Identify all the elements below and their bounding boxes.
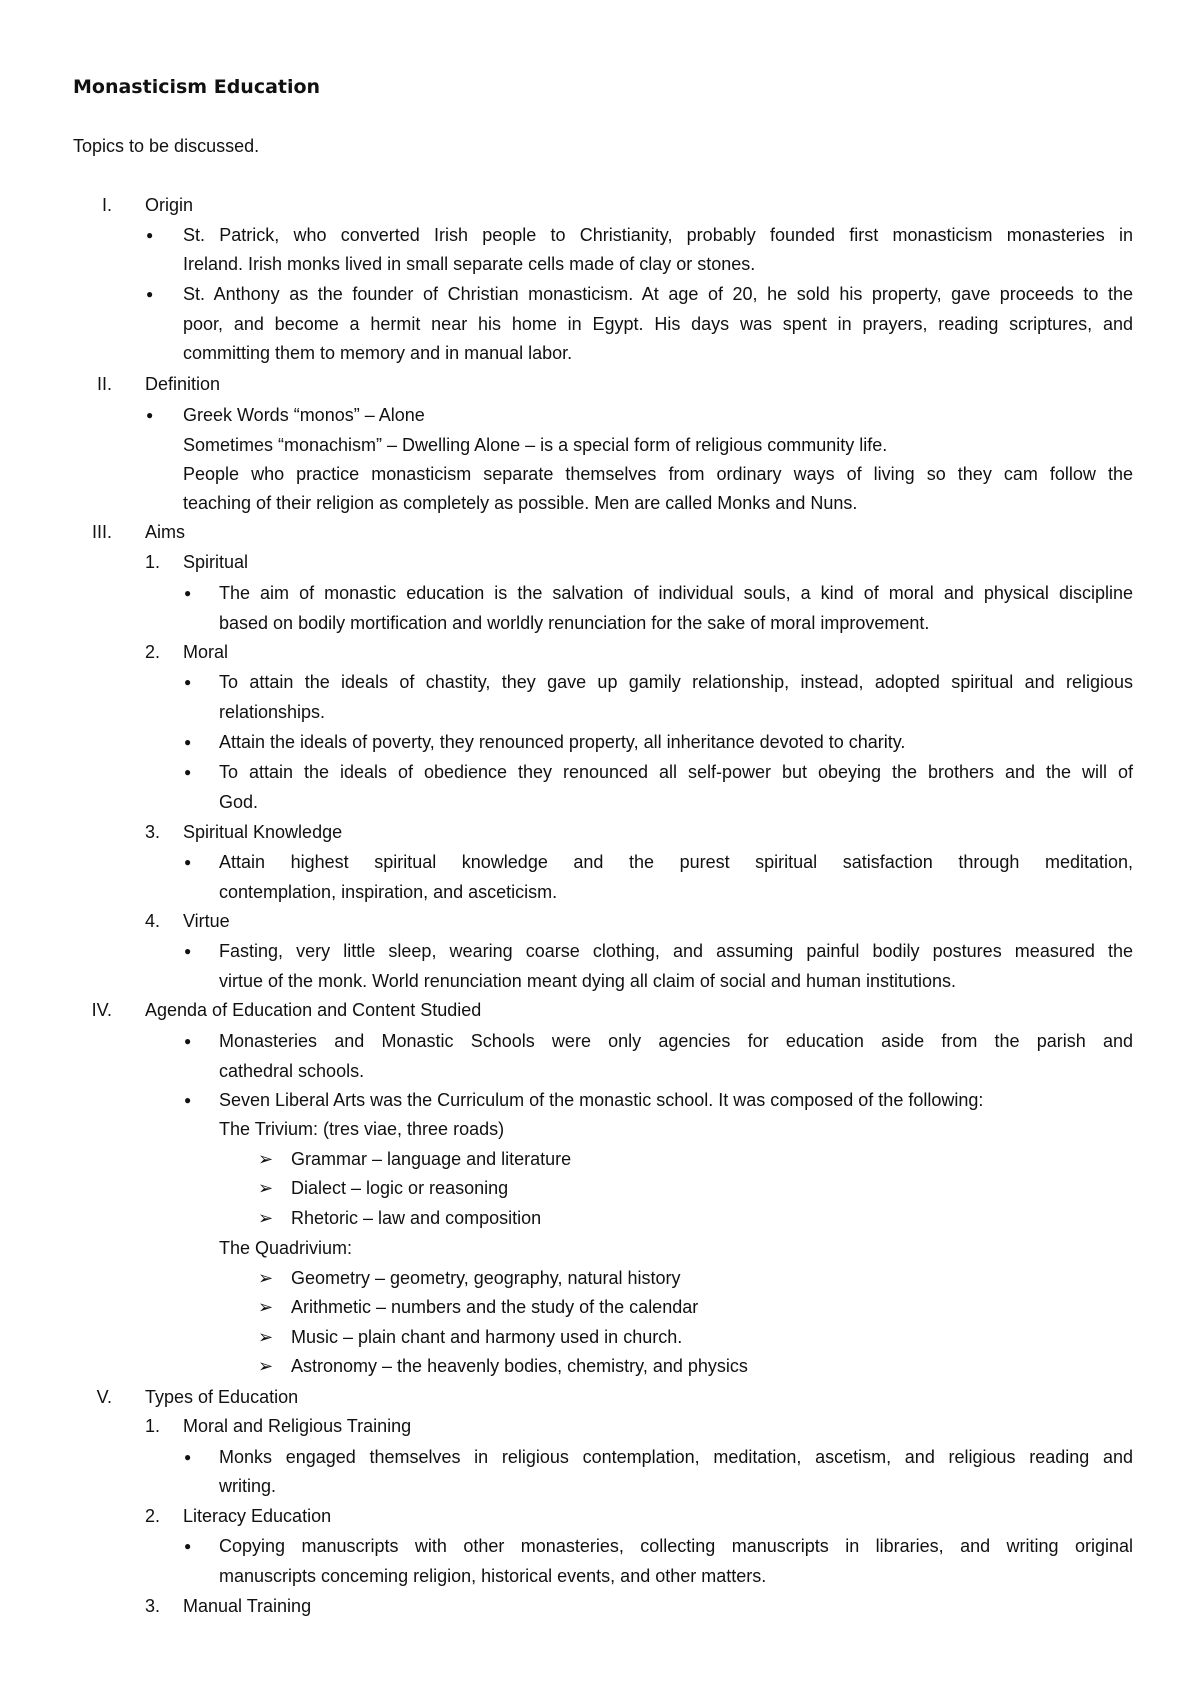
bullet-icon: ●	[146, 287, 154, 301]
bullet-icon: ●	[146, 228, 154, 242]
list-number: 4.	[145, 911, 161, 931]
bullet-text-line: manuscripts conceming religion, historical events, and other matters.	[219, 1566, 767, 1586]
bullet-text-line: contemplation, inspiration, and asceticism.	[219, 882, 558, 902]
arrowhead-bullet-icon: ➢	[258, 1268, 274, 1288]
list-number: 3.	[145, 1596, 161, 1616]
bullet-text-line: Sometimes “monachism” – Dwelling Alone – is a special form of religious community life.	[183, 435, 888, 455]
arrowhead-bullet-icon: ➢	[258, 1208, 274, 1228]
arrowhead-bullet-icon: ➢	[258, 1297, 274, 1317]
section-heading-aims: Aims	[145, 522, 185, 542]
bullet-icon: ●	[184, 675, 192, 689]
section-heading-definition: Definition	[145, 374, 221, 394]
bullet-icon: ●	[184, 1539, 192, 1553]
list-number: 2.	[145, 642, 161, 662]
bullet-text-line: based on bodily mortification and worldly renunciation for the sake of moral improvement.	[219, 613, 930, 633]
bullet-text-line: Ireland. Irish monks lived in small separate cells made of clay or stones.	[183, 254, 756, 274]
arrowhead-bullet-icon: ➢	[258, 1327, 274, 1347]
bullet-text-line: Monasteries and Monastic Schools were only agencies for education aside from the parish and	[219, 1031, 1133, 1051]
list-item: Music – plain chant and harmony used in church.	[291, 1327, 683, 1347]
arrowhead-bullet-icon: ➢	[258, 1178, 274, 1198]
subsection-heading: Spiritual	[183, 552, 249, 572]
bullet-text-line: Attain the ideals of poverty, they renounced property, all inheritance devoted to charity.	[219, 732, 906, 752]
section-heading-agenda: Agenda of Education and Content Studied	[145, 1000, 482, 1020]
bullet-icon: ●	[184, 735, 192, 749]
bullet-icon: ●	[184, 855, 192, 869]
bullet-text-line: Seven Liberal Arts was the Curriculum of the monastic school. It was composed of the following:	[219, 1090, 984, 1110]
roman-numeral: V.	[96, 1387, 112, 1407]
intro-text: Topics to be discussed.	[73, 136, 260, 156]
bullet-text-line: writing.	[219, 1476, 277, 1496]
list-number: 1.	[145, 1416, 161, 1436]
page-title: Monasticism Education	[73, 76, 321, 98]
list-item: Astronomy – the heavenly bodies, chemistry, and physics	[291, 1356, 748, 1376]
bullet-text-line: To attain the ideals of obedience they renounced all self-power but obeying the brothers and the will of	[219, 762, 1133, 782]
list-item: Grammar – language and literature	[291, 1149, 572, 1169]
quadrivium-heading: The Quadrivium:	[219, 1238, 353, 1258]
bullet-icon: ●	[184, 944, 192, 958]
section-heading-types: Types of Education	[145, 1387, 299, 1407]
list-item: Arithmetic – numbers and the study of the calendar	[291, 1297, 699, 1317]
subsection-heading: Virtue	[183, 911, 230, 931]
roman-numeral: III.	[91, 522, 112, 542]
list-item: Rhetoric – law and composition	[291, 1208, 542, 1228]
bullet-text-line: People who practice monasticism separate themselves from ordinary ways of living so they cam follow the	[183, 464, 1133, 484]
bullet-text-line: Greek Words “monos” – Alone	[183, 405, 425, 425]
bullet-text-line: cathedral schools.	[219, 1061, 365, 1081]
list-number: 1.	[145, 552, 161, 572]
arrowhead-bullet-icon: ➢	[258, 1149, 274, 1169]
subsection-heading: Spiritual Knowledge	[183, 822, 343, 842]
bullet-text-line: The aim of monastic education is the salvation of individual souls, a kind of moral and physical discipline	[219, 583, 1133, 603]
bullet-text-line: St. Patrick, who converted Irish people to Christianity, probably founded first monasticism monasteries in	[183, 225, 1133, 245]
bullet-text-line: virtue of the monk. World renunciation meant dying all claim of social and human institutions.	[219, 971, 957, 991]
section-heading-origin: Origin	[145, 195, 194, 215]
roman-numeral: II.	[96, 374, 112, 394]
bullet-text-line: committing them to memory and in manual labor.	[183, 343, 573, 363]
bullet-icon: ●	[184, 586, 192, 600]
bullet-icon: ●	[184, 1093, 192, 1107]
subsection-heading: Moral	[183, 642, 229, 662]
bullet-text-line: Copying manuscripts with other monasteries, collecting manuscripts in libraries, and writing original	[219, 1536, 1133, 1556]
bullet-text-line: St. Anthony as the founder of Christian monasticism. At age of 20, he sold his property, gave proceeds to the	[183, 284, 1133, 304]
arrowhead-bullet-icon: ➢	[258, 1356, 274, 1376]
subsection-heading: Moral and Religious Training	[183, 1416, 412, 1436]
list-number: 2.	[145, 1506, 161, 1526]
list-item: Dialect – logic or reasoning	[291, 1178, 509, 1198]
bullet-text-line: To attain the ideals of chastity, they gave up gamily relationship, instead, adopted spiritual and religious	[219, 672, 1133, 692]
list-number: 3.	[145, 822, 161, 842]
bullet-text-line: poor, and become a hermit near his home in Egypt. His days was spent in prayers, reading scriptures, and	[183, 314, 1133, 334]
trivium-heading: The Trivium: (tres viae, three roads)	[219, 1119, 505, 1139]
bullet-icon: ●	[184, 765, 192, 779]
bullet-text-line: teaching of their religion as completely as possible. Men are called Monks and Nuns.	[183, 493, 858, 513]
subsection-heading: Literacy Education	[183, 1506, 332, 1526]
bullet-text-line: relationships.	[219, 702, 326, 722]
bullet-icon: ●	[184, 1034, 192, 1048]
bullet-text-line: Attain highest spiritual knowledge and the purest spiritual satisfaction through meditation,	[219, 852, 1133, 872]
bullet-icon: ●	[184, 1450, 192, 1464]
roman-numeral: I.	[101, 195, 112, 215]
bullet-text-line: Monks engaged themselves in religious contemplation, meditation, ascetism, and religious reading and	[219, 1447, 1133, 1467]
bullet-icon: ●	[146, 408, 154, 422]
bullet-text-line: Fasting, very little sleep, wearing coarse clothing, and assuming painful bodily postures measured the	[219, 941, 1133, 961]
list-item: Geometry – geometry, geography, natural history	[291, 1268, 681, 1288]
bullet-text-line: God.	[219, 792, 259, 812]
subsection-heading: Manual Training	[183, 1596, 312, 1616]
roman-numeral: IV.	[91, 1000, 112, 1020]
